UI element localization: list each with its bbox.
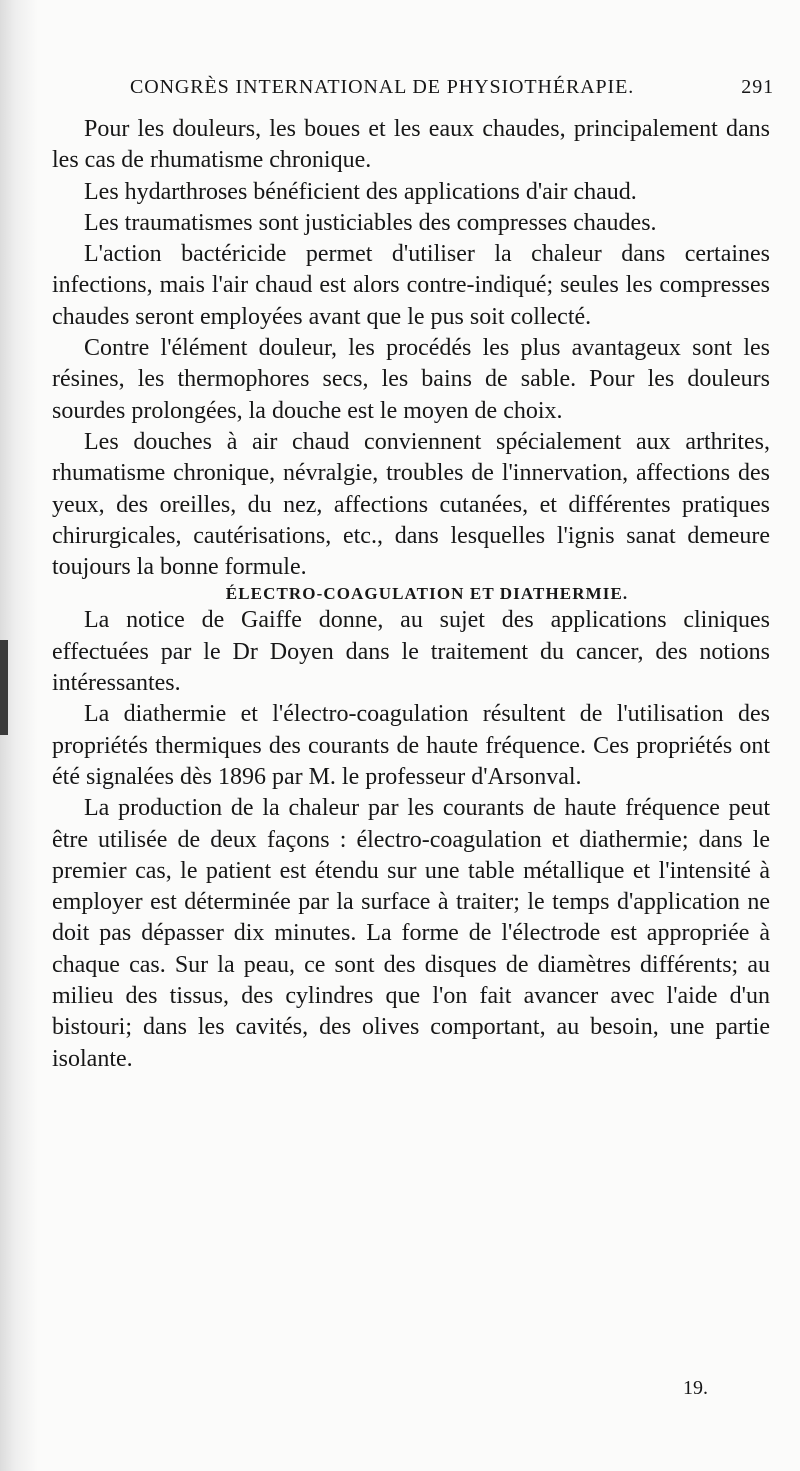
running-header — [84, 76, 774, 110]
page-edge-shadow — [0, 0, 38, 1471]
paragraph: L'action bactéricide permet d'utiliser la chaleur dans certaines infections, mais l'air chaud est alors contre-indiqué; seules les compresses chaudes seront employées avant que le pus soit collecté. — [52, 241, 770, 330]
section-heading: ÉLECTRO-COAGULATION ET DIATHERMIE. — [225, 584, 629, 604]
paragraph: Contre l'élément douleur, les procédés les plus avantageux sont les résines, les thermophores secs, les bains de sable. Pour les douleurs sourdes prolongées, la douche est le moyen de choix. — [52, 335, 770, 424]
page-number: 291 — [741, 76, 774, 98]
paragraph: La production de la chaleur par les courants de haute fréquence peut être utilisée de deux façons : électro-coagulation et diathermie; dans le premier cas, le patient est étendu sur une table métallique et l'intensité à employer est déterminée par la surface à traiter; le temps d'application ne doit pas dépasser dix minutes. La forme de l'électrode est appropriée à chaque cas. Sur la peau, ce sont des disques de diamètres différents; au milieu des tissus, des cylindres que l'on fait avancer avec l'aide d'un bistouri; dans les cavités, des olives comportant, au besoin, une partie isolante. — [52, 795, 770, 1072]
signature-mark: 19. — [683, 1377, 708, 1399]
paragraph: Pour les douleurs, les boues et les eaux chaudes, principalement dans les cas de rhumatisme chronique. — [52, 116, 770, 174]
paragraph: Les hydarthroses bénéficient des applications d'air chaud. — [84, 178, 637, 205]
margin-mark — [0, 640, 8, 735]
header-title: CONGRÈS INTERNATIONAL DE PHYSIOTHÉRAPIE. — [130, 76, 635, 98]
paragraph: La diathermie et l'électro-coagulation résultent de l'utilisation des propriétés thermiques des courants de haute fréquence. Ces propriétés ont été signalées dès 1896 par M. le professeur d'Arsonval. — [52, 701, 770, 790]
paragraph: Les douches à air chaud conviennent spécialement aux arthrites, rhumatisme chronique, névralgie, troubles de l'innervation, affections des yeux, des oreilles, du nez, affections cutanées, et différentes pratiques chirurgicales, cautérisations, etc., dans lesquelles l'ignis sanat demeure toujours la bonne formule. — [52, 428, 770, 581]
paragraph: Les traumatismes sont justiciables des compresses chaudes. — [84, 209, 657, 236]
paragraph: La notice de Gaiffe donne, au sujet des applications cliniques effectuées par le Dr Doyen dans le traitement du cancer, des notions intéressantes. — [52, 607, 770, 697]
body-text — [52, 114, 770, 1075]
